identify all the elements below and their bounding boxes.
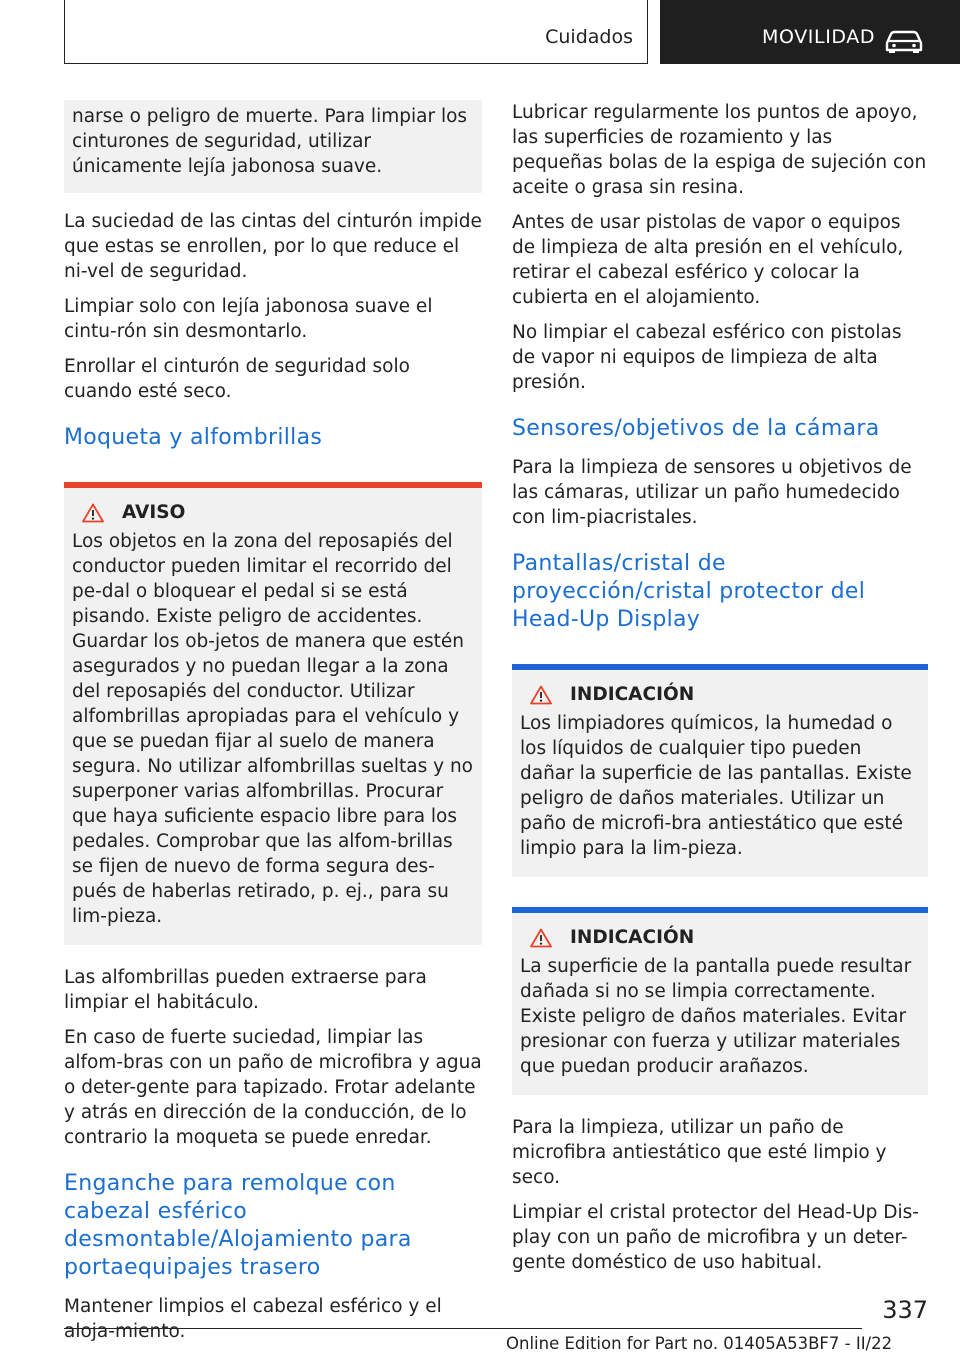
indicacion-text: La superficie de la pantalla puede resultar dañada si no se limpia correctamente. Existe peligro de daños materiales. Evitar presionar con fuerza y utilizar materiales que puedan producir arañazos. xyxy=(520,956,912,1077)
paragraph: En caso de fuerte suciedad, limpiar las alfom-bras con un paño de microfibra y agua o deter-gente para tapizado. Frotar adelante y atrás en dirección de la conducción, de lo contrario la moqueta se puede enredar. xyxy=(64,1027,482,1148)
right-column xyxy=(512,100,928,1285)
section-heading-moqueta: Moqueta y alfombrillas xyxy=(64,425,323,450)
indicacion-label: INDICACIÓN xyxy=(570,927,695,948)
header-section-tab xyxy=(64,0,648,64)
warning-triangle-icon xyxy=(82,503,104,523)
aviso-label: AVISO xyxy=(122,502,186,523)
aviso-text: Los objetos en la zona del reposapiés del conductor pueden limitar el recorrido del pe-dal o bloquear el pedal si se está pisando. Existe peligro de accidentes. Guardar los ob-jetos de manera que estén asegurados y no puedan llegar a la zona del reposapiés del conductor. Utilizar alfombrillas apropiadas para el vehículo y que se puedan fijar al suelo de manera segura. No utilizar alfombrillas sueltas y no superponer varias alfombrillas. Procurar que haya suficiente espacio libre para los pedales. Comprobar que las alfom-brillas se fijen de nuevo de forma segura des-pués de haberlas retirado, p. ej., para su lim-pieza. xyxy=(72,531,473,927)
paragraph: Para la limpieza de sensores u objetivos de las cámaras, utilizar un paño humedecido con lim-piacristales. xyxy=(512,457,912,528)
indicacion-label: INDICACIÓN xyxy=(570,684,695,705)
indicacion-text: Los limpiadores químicos, la humedad o los líquidos de cualquier tipo pueden dañar la superficie de las pantallas. Existe peligro de daños materiales. Utilizar un paño de microfi-bra antiestático que esté limpio para la lim-pieza. xyxy=(520,713,912,859)
notice-title xyxy=(520,684,920,705)
notice-title xyxy=(72,502,474,523)
paragraph: La suciedad de las cintas del cinturón impide que estas se enrollen, por lo que reduce el ni-vel de seguridad. xyxy=(64,211,482,282)
warning-triangle-icon xyxy=(530,685,552,705)
paragraph: Para la limpieza, utilizar un paño de microfibra antiestático que esté limpio y seco. xyxy=(512,1117,887,1188)
paragraph: Limpiar solo con lejía jabonosa suave el cintu-rón sin desmontarlo. xyxy=(64,296,433,342)
indicacion-notice xyxy=(512,664,928,877)
header-chapter-title: MOVILIDAD xyxy=(762,26,876,48)
footer-edition: Online Edition for Part no. 01405A53BF7 - II/22 xyxy=(506,1334,893,1353)
left-column xyxy=(64,100,482,1354)
continued-warning-text: narse o peligro de muerte. Para limpiar los cinturones de seguridad, utilizar únicamente lejía jabonosa suave. xyxy=(72,106,468,177)
paragraph: Las alfombrillas pueden extraerse para limpiar el habitáculo. xyxy=(64,967,427,1013)
aviso-notice xyxy=(64,482,482,945)
paragraph: No limpiar el cabezal esférico con pistolas de vapor ni equipos de limpieza de alta presión. xyxy=(512,322,902,393)
paragraph: Mantener limpios el cabezal esférico y el aloja-miento. xyxy=(64,1296,442,1342)
continued-warning-box xyxy=(64,100,482,193)
paragraph: Antes de usar pistolas de vapor o equipos de limpieza de alta presión en el vehículo, retirar el cabezal esférico y colocar la cubierta en el alojamiento. xyxy=(512,212,904,308)
section-heading-enganche: Enganche para remolque con cabezal esférico desmontable/Alojamiento para portaequipajes trasero xyxy=(64,1171,412,1280)
page-number: 337 xyxy=(882,1296,928,1324)
footer-divider xyxy=(64,1328,862,1329)
car-icon xyxy=(884,28,924,54)
notice-title xyxy=(520,927,920,948)
warning-triangle-icon xyxy=(530,928,552,948)
section-heading-sensores: Sensores/objetivos de la cámara xyxy=(512,416,880,441)
section-heading-pantallas: Pantallas/cristal de proyección/cristal protector del Head-Up Display xyxy=(512,551,866,632)
indicacion-notice xyxy=(512,907,928,1095)
header-section-title: Cuidados xyxy=(545,26,633,48)
paragraph: Enrollar el cinturón de seguridad solo cuando esté seco. xyxy=(64,356,410,402)
paragraph: Lubricar regularmente los puntos de apoyo, las superficies de rozamiento y las pequeñas bolas de la espiga de sujeción con aceite o grasa sin resina. xyxy=(512,102,927,198)
paragraph: Limpiar el cristal protector del Head-Up Dis-play con un paño de microfibra y un deter-gente doméstico de uso habitual. xyxy=(512,1202,919,1273)
